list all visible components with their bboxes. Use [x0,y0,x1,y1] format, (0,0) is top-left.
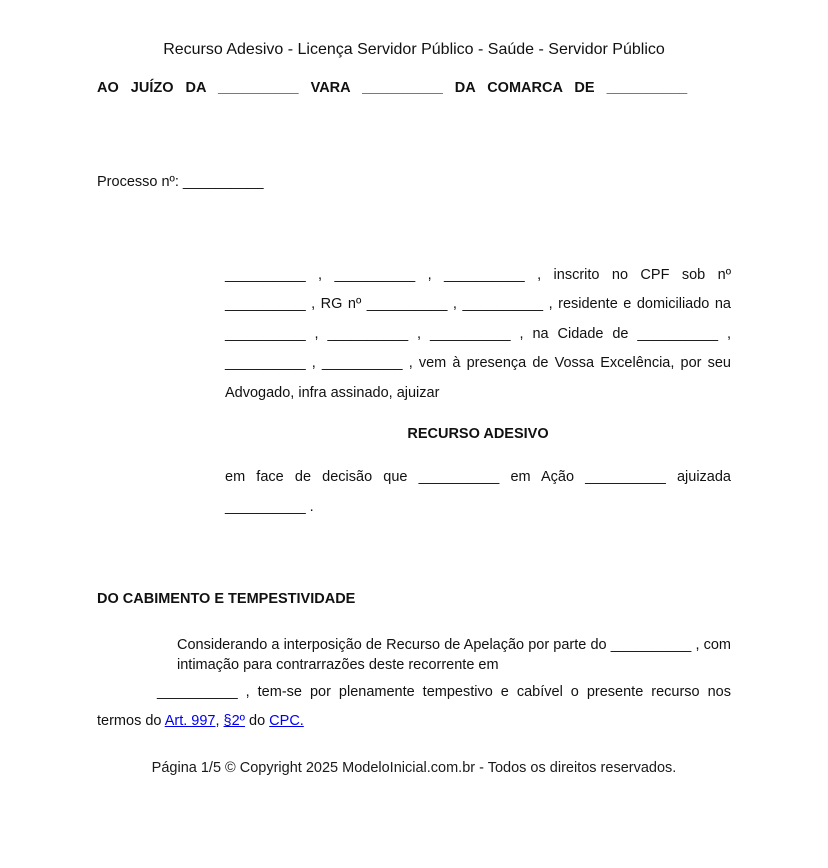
appeal-object-paragraph: em face de decisão que __________ em Ação __________ ajuizada __________ . [225,469,731,515]
link-separator-2: do [244,713,270,730]
court-addressing-line: AO JUÍZO DA __________ VARA __________ DA COMARCA DE __________ [97,80,688,96]
tempestivity-paragraph-2 [97,678,731,737]
recurso-adesivo-heading: RECURSO ADESIVO [407,426,549,443]
document-title: Recurso Adesivo - Licença Servidor Público - Saúde - Servidor Público [163,41,665,58]
process-number-line: Processo nº: __________ [97,174,264,190]
link-paragraph-2[interactable]: §2º [223,713,245,730]
party-qualification-paragraph: __________ , __________ , __________ , inscrito no CPF sob nº __________ , RG nº __________ , __________ , residente e domiciliado na __________ , __________ , __________ , na Cidade de __________ , __________ , __________ , vem à presença de Vossa Excelência, por seu Advogado, infra assinado, ajuizar [225,267,731,401]
link-art-997[interactable]: Art. 997 [164,713,216,730]
tempestivity-paragraph-1: Considerando a interposição de Recurso de Apelação por parte do __________ , com intimação para contrarrazões deste recorrente em [177,636,731,674]
tempestivity-paragraph-2-text: __________ , tem-se por plenamente tempestivo e cabível o presente recurso nos termos do [97,683,731,730]
link-separator-1: , [215,713,224,730]
link-cpc[interactable]: CPC. [269,713,304,730]
section-heading-cabimento: DO CABIMENTO E TEMPESTIVIDADE [97,591,356,608]
page-footer-copyright: Página 1/5 © Copyright 2025 ModeloInicial.com.br - Todos os direitos reservados. [151,759,677,776]
